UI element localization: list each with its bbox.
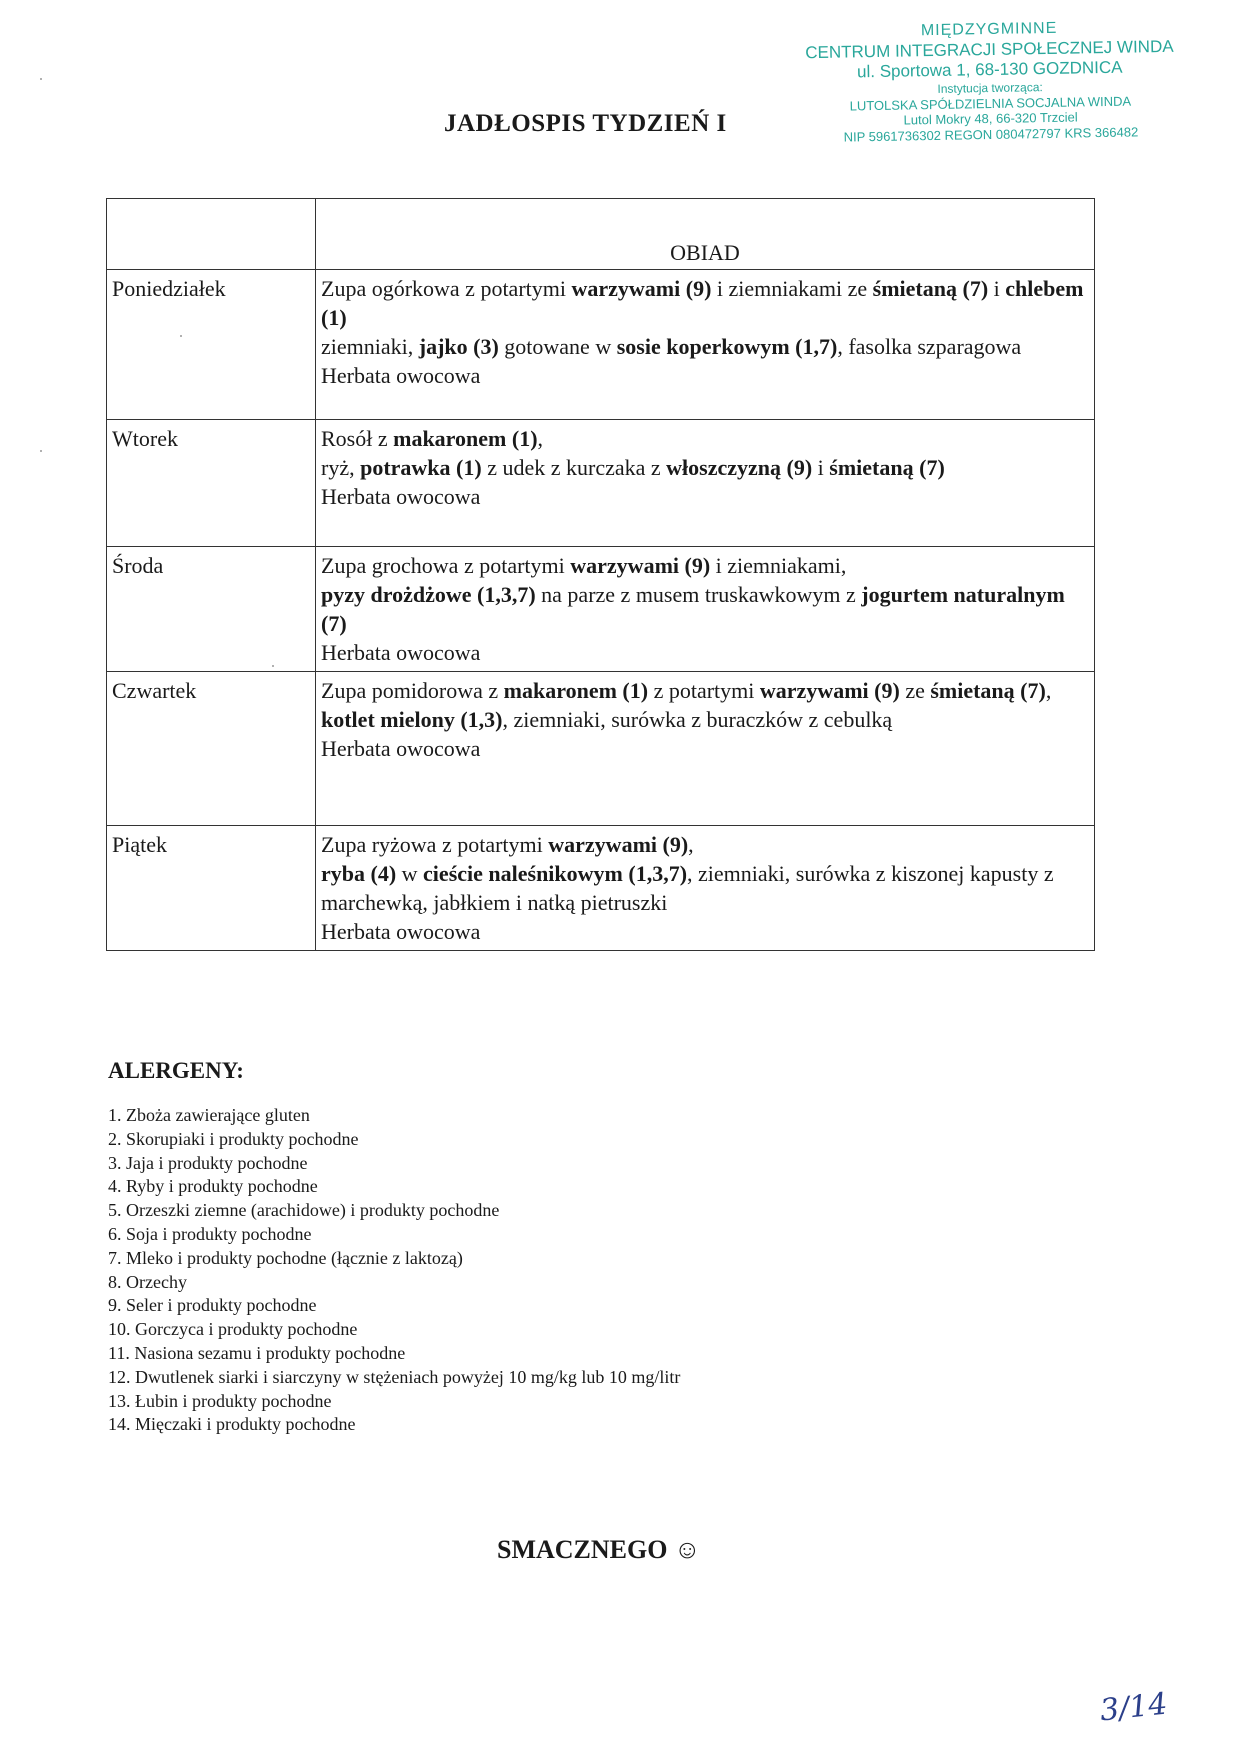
allergen-ingredient: jogurtem naturalnym (7) [321, 582, 1065, 636]
meal-line [321, 676, 1089, 705]
institution-stamp [799, 17, 1181, 147]
allergen-item: 11. Nasiona sezamu i produkty pochodne [108, 1342, 406, 1363]
meal-line [321, 482, 1089, 511]
allergen-ingredient: śmietaną (7) [829, 455, 945, 480]
allergen-ingredient: potrawka (1) [360, 455, 482, 480]
day-name: Czwartek [107, 672, 316, 826]
allergen-item: 14. Mięczaki i produkty pochodne [108, 1414, 356, 1435]
meal-text: ze [899, 678, 931, 703]
meal-text: , [1045, 678, 1052, 703]
meal-text: , [537, 426, 544, 451]
meal-text: i [812, 455, 830, 480]
menu-row [107, 270, 1095, 420]
meal-line [321, 734, 1089, 763]
menu-table [106, 198, 1095, 951]
allergen-item: 5. Orzeszki ziemne (arachidowe) i produkty pochodne [108, 1200, 500, 1221]
stamp-line-5: LUTOLSKA SPÓŁDZIELNIA SOCJALNA WINDA [849, 93, 1132, 114]
allergen-ingredient: warzywami (9) [548, 832, 689, 857]
meal-text: ryż, [321, 455, 361, 480]
scan-speck [180, 335, 182, 337]
meal-description [316, 270, 1095, 420]
allergen-ingredient: cieście naleśnikowym (1,3,7) [423, 861, 688, 886]
meal-text: Rosół z [321, 426, 394, 451]
meal-text: Zupa ryżowa z potartymi [321, 832, 549, 857]
meal-text: , [688, 832, 694, 857]
allergen-ingredient: makaronem (1) [503, 678, 649, 703]
meal-text: Herbata owocowa [321, 640, 481, 665]
allergen-item: 4. Ryby i produkty pochodne [108, 1176, 318, 1197]
allergen-ingredient: warzywami (9) [759, 678, 900, 703]
footer-smacznego: SMACZNEGO ☺ [497, 1535, 701, 1564]
scan-speck [272, 665, 274, 667]
allergen-item: 7. Mleko i produkty pochodne (łącznie z laktozą) [108, 1247, 463, 1268]
allergen-ingredient: śmietaną (7) [930, 678, 1046, 703]
meal-text: Herbata owocowa [321, 919, 481, 944]
allergen-ingredient: włoszczyzną (9) [666, 455, 813, 480]
meal-line [321, 830, 1089, 859]
meal-text: Herbata owocowa [321, 736, 481, 761]
meal-line [321, 424, 1089, 453]
allergen-item: 9. Seler i produkty pochodne [108, 1295, 317, 1316]
menu-header-row [107, 199, 1095, 270]
meal-line [321, 638, 1089, 667]
menu-row [107, 672, 1095, 826]
header-empty-cell [107, 199, 316, 270]
allergen-ingredient: pyzy drożdżowe (1,3,7) [321, 582, 536, 607]
menu-row [107, 420, 1095, 547]
stamp-line-7: NIP 5961736302 REGON 080472797 KRS 366482 [843, 124, 1139, 145]
meal-text: Zupa grochowa z potartymi [321, 553, 571, 578]
scan-speck [40, 78, 42, 80]
allergen-ingredient: warzywami (9) [571, 276, 712, 301]
meal-text: na parze z musem truskawkowym z [535, 582, 862, 607]
meal-text: gotowane w [498, 334, 617, 359]
meal-text: , ziemniaki, surówka z buraczków z cebulką [502, 707, 893, 732]
allergen-ingredient: chlebem (1) [321, 276, 1084, 330]
meal-line [321, 551, 1089, 580]
stamp-line-2: CENTRUM INTEGRACJI SPOŁECZNEJ WINDA [805, 36, 1174, 62]
allergen-item: 1. Zboża zawierające gluten [108, 1105, 310, 1125]
meal-description [316, 547, 1095, 672]
allergens-list [108, 1104, 680, 1437]
meal-text: Herbata owocowa [321, 484, 481, 509]
allergen-item: 12. Dwutlenek siarki i siarczyny w stężeniach powyżej 10 mg/kg lub 10 mg/litr [108, 1366, 681, 1387]
stamp-line-1: MIĘDZYGMINNE [920, 19, 1058, 40]
meal-text: , ziemniaki, surówka z kiszonej kapusty z marchewką, jabłkiem i natką pietruszki [321, 861, 1054, 915]
scan-speck [40, 450, 42, 452]
menu-row [107, 826, 1095, 951]
allergens-heading: ALERGENY: [108, 1058, 244, 1083]
allergen-item: 13. Łubin i produkty pochodne [108, 1390, 332, 1411]
meal-text: z udek z kurczaka z [481, 455, 667, 480]
allergen-ingredient: warzywami (9) [570, 553, 711, 578]
allergen-item: 2. Skorupiaki i produkty pochodne [108, 1128, 359, 1149]
meal-line [321, 705, 1089, 734]
page-title: JADŁOSPIS TYDZIEŃ I [444, 110, 727, 137]
meal-text: Zupa ogórkowa z potartymi [321, 276, 572, 301]
page-number-handwritten: 3/14 [1098, 1686, 1170, 1729]
meal-text: , fasolka szparagowa [837, 334, 1022, 359]
meal-text: i ziemniakami ze [711, 276, 873, 301]
allergen-ingredient: makaronem (1) [393, 426, 538, 451]
meal-text: Herbata owocowa [321, 363, 481, 388]
obiad-header: OBIAD [316, 199, 1095, 270]
menu-table-body [107, 199, 1095, 951]
meal-text: ziemniaki, [321, 334, 419, 359]
day-name: Piątek [107, 826, 316, 951]
meal-text: w [396, 861, 424, 886]
menu-row [107, 547, 1095, 672]
allergen-item: 3. Jaja i produkty pochodne [108, 1152, 308, 1173]
meal-line [321, 274, 1089, 332]
meal-description [316, 826, 1095, 951]
allergen-ingredient: sosie koperkowym (1,7) [616, 334, 838, 359]
meal-line [321, 453, 1089, 482]
meal-line [321, 917, 1089, 946]
meal-text: i ziemniakami, [710, 553, 847, 578]
day-name: Środa [107, 547, 316, 672]
meal-text: z potartymi [648, 678, 760, 703]
meal-description [316, 420, 1095, 547]
allergen-ingredient: ryba (4) [321, 861, 397, 886]
meal-text: Zupa pomidorowa z [321, 678, 504, 703]
stamp-line-6: Lutol Mokry 48, 66-320 Trzciel [903, 109, 1078, 128]
meal-text: i [988, 276, 1006, 301]
meal-description [316, 672, 1095, 826]
stamp-line-4: Instytucja tworząca: [937, 80, 1043, 96]
day-name: Wtorek [107, 420, 316, 547]
allergen-ingredient: jajko (3) [418, 334, 499, 359]
meal-line [321, 580, 1089, 638]
meal-line [321, 859, 1089, 917]
allergen-item: 8. Orzechy [108, 1271, 187, 1292]
allergen-ingredient: kotlet mielony (1,3) [321, 707, 503, 732]
stamp-line-3: ul. Sportowa 1, 68-130 GOZDNICA [856, 57, 1123, 82]
allergen-item: 6. Soja i produkty pochodne [108, 1223, 312, 1244]
meal-line [321, 332, 1089, 361]
allergen-ingredient: śmietaną (7) [872, 276, 989, 301]
meal-line [321, 361, 1089, 390]
day-name: Poniedziałek [107, 270, 316, 420]
allergen-item: 10. Gorczyca i produkty pochodne [108, 1319, 358, 1340]
